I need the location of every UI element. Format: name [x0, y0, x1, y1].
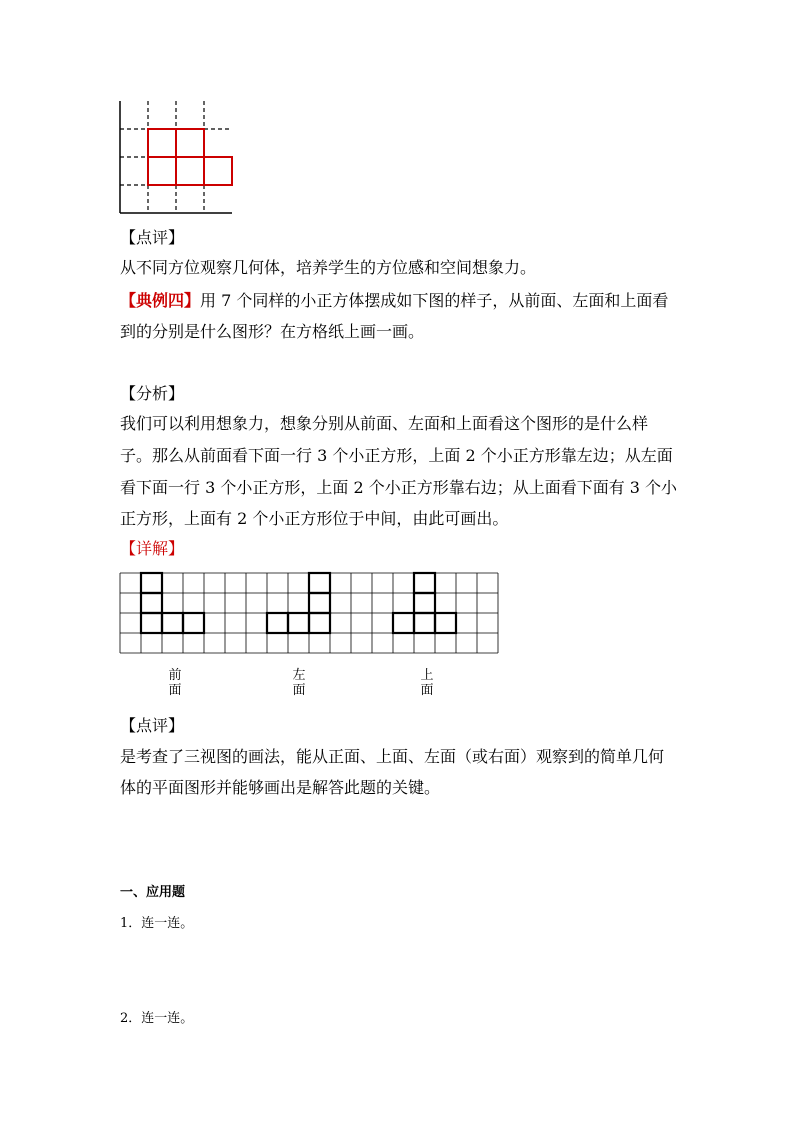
- comment1-heading: 【点评】: [120, 228, 185, 247]
- view-cell-1: [288, 613, 309, 633]
- view-cell-0: [141, 573, 162, 593]
- comment1-text: 从不同方位观察几何体，培养学生的方位感和空间想象力。: [120, 258, 537, 277]
- analysis-line-2: 子。那么从前面看下面一行 3 个小正方形，上面 2 个小正方形靠左边；从左面: [120, 446, 673, 465]
- view-cell-2: [414, 613, 435, 633]
- question-2: 2．连一连。: [120, 1011, 194, 1026]
- top-grid-figure: [120, 101, 234, 215]
- red-shape-cell: [204, 157, 232, 185]
- red-shape-cell: [148, 129, 176, 157]
- red-shape-cell: [176, 129, 204, 157]
- view-cell-1: [309, 613, 330, 633]
- view-cell-1: [309, 593, 330, 613]
- view-label-front: 前面: [168, 668, 182, 698]
- analysis-line-3: 看下面一行 3 个小正方形，上面 2 个小正方形靠右边；从上面看下面有 3 个小: [120, 478, 678, 497]
- red-shape-cell: [176, 157, 204, 185]
- example4-text: 用 7 个同样的小正方体摆成如下图的样子，从前面、左面和上面看: [200, 291, 669, 310]
- example4-label: 【典例四】: [120, 291, 201, 310]
- view-cell-0: [183, 613, 204, 633]
- red-shape-cell: [148, 157, 176, 185]
- view-cell-0: [162, 613, 183, 633]
- analysis-line-1: 我们可以利用想象力，想象分别从前面、左面和上面看这个图形的是什么样: [120, 414, 649, 433]
- view-cell-1: [267, 613, 288, 633]
- solution-grid-figure: [120, 573, 500, 655]
- comment2-heading: 【点评】: [120, 716, 185, 735]
- question-1: 1．连一连。: [120, 916, 194, 931]
- example4-line2: 到的分别是什么图形？在方格纸上画一画。: [120, 322, 425, 341]
- comment2-line1: 是考查了三视图的画法，能从正面、上面、左面（或右面）观察到的简单几何: [120, 747, 665, 766]
- comment2-line2: 体的平面图形并能够画出是解答此题的关键。: [120, 778, 441, 797]
- view-cell-0: [141, 613, 162, 633]
- analysis-line-4: 正方形，上面有 2 个小正方形位于中间，由此可画出。: [120, 509, 509, 528]
- view-cell-2: [393, 613, 414, 633]
- view-cell-1: [309, 573, 330, 593]
- view-cell-2: [414, 593, 435, 613]
- view-cell-2: [414, 573, 435, 593]
- example4-line1: [120, 285, 668, 317]
- view-cell-0: [141, 593, 162, 613]
- analysis-heading: 【分析】: [120, 384, 185, 403]
- solution-heading: 【详解】: [120, 539, 185, 558]
- view-label-left: 左面: [292, 668, 306, 698]
- view-label-top: 上面: [420, 668, 434, 698]
- view-cell-2: [435, 613, 456, 633]
- section-title: 一、应用题: [120, 885, 186, 900]
